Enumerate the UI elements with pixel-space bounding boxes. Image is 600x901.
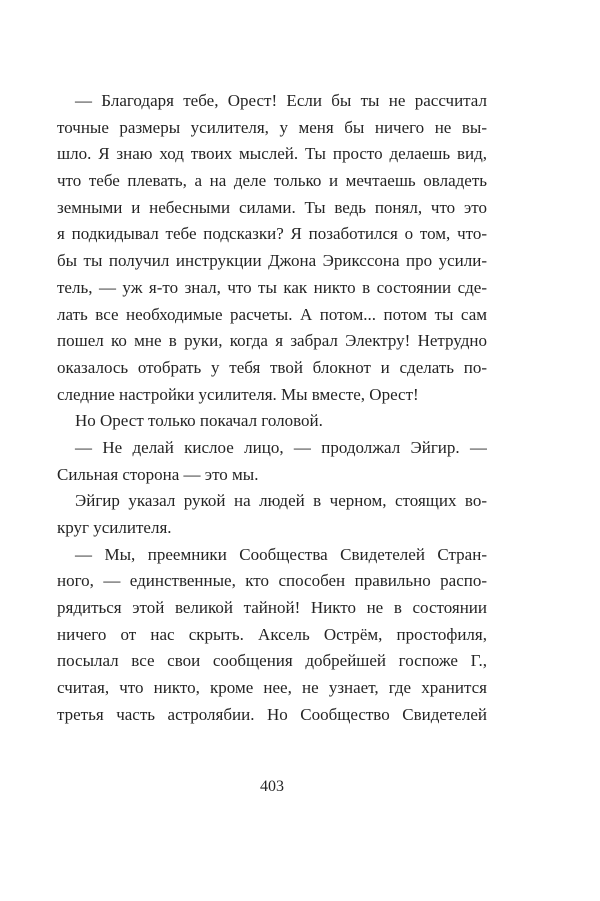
text-line: считая, что никто, кроме нее, не узнает, где хранится <box>57 678 487 698</box>
text-line: земными и небесными силами. Ты ведь понял, что это <box>57 197 487 217</box>
text-block <box>57 88 487 729</box>
text-line: бы ты получил инструкции Джона Эрикссона про усили- <box>57 251 487 271</box>
text-line: — Благодаря тебе, Орест! Если бы ты не рассчитал <box>75 91 487 110</box>
text-line: Сильная сторона — это мы. <box>57 464 259 484</box>
paragraph-dialogue-1 <box>57 88 487 408</box>
page-number: 403 <box>260 778 284 795</box>
paragraph-dialogue-3 <box>57 542 487 729</box>
text-line: пошел ко мне в руки, когда я забрал Электру! Нетрудно <box>57 331 487 351</box>
text-line: что тебе плевать, а на деле только и мечтаешь овладеть <box>57 171 487 191</box>
text-line: оказалось отобрать у тебя твой блокнот и сделать по- <box>57 357 487 377</box>
text-line: точные размеры усилителя, у меня бы ничего не вы- <box>57 117 487 137</box>
text-line: ного, — единственные, кто способен правильно распо- <box>57 571 487 591</box>
text-line: ничего от нас скрыть. Аксель Острём, простофиля, <box>57 624 487 644</box>
text-line: — Не делай кислое лицо, — продолжал Эйгир. — <box>75 437 487 457</box>
text-line: круг усилителя. <box>57 518 172 537</box>
text-line: я подкидывал тебе подсказки? Я позаботился о том, что- <box>57 224 487 244</box>
text-line: тель, — уж я-то знал, что ты как никто в состоянии сде- <box>57 277 487 297</box>
text-line: рядиться этой великой тайной! Никто не в состоянии <box>57 598 487 618</box>
text-line: третья часть астролябии. Но Сообщество Свидетелей <box>57 704 487 724</box>
paragraph-dialogue-2 <box>57 435 487 488</box>
paragraph-narration-2 <box>57 488 487 541</box>
paragraph-narration-1 <box>57 408 487 435</box>
text-line: лать все необходимые расчеты. А потом... потом ты сам <box>57 304 487 324</box>
text-line: Эйгир указал рукой на людей в черном, стоящих во- <box>75 491 487 511</box>
text-line: Но Орест только покачал головой. <box>75 411 323 431</box>
text-line: — Мы, преемники Сообщества Свидетелей Стран- <box>75 544 487 564</box>
text-line: следние настройки усилителя. Мы вместе, Орест! <box>57 384 419 404</box>
text-line: посылал все свои сообщения добрейшей госпоже Г., <box>57 651 487 671</box>
text-line: шло. Я знаю ход твоих мыслей. Ты просто делаешь вид, <box>57 144 487 164</box>
